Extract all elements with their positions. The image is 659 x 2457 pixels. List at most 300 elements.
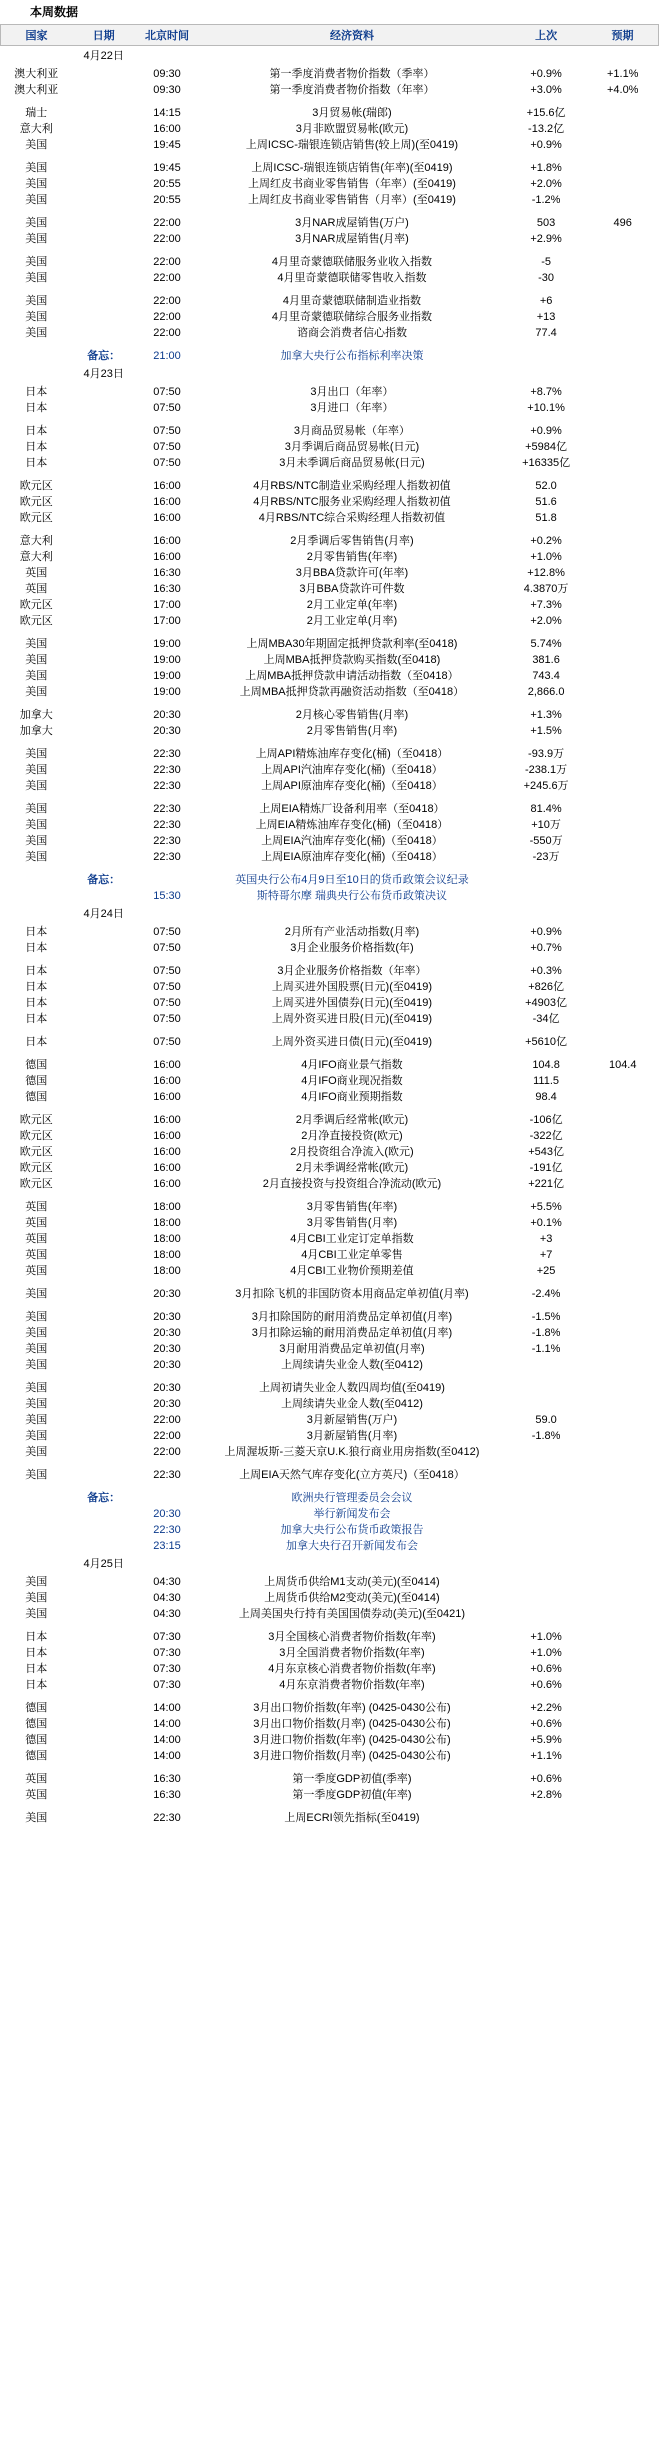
table-row — [1, 963, 659, 979]
cell-date — [72, 1590, 135, 1606]
cell-forecast — [587, 1325, 659, 1341]
cell-forecast — [587, 979, 659, 995]
cell-forecast — [587, 309, 659, 325]
cell-forecast — [587, 1112, 659, 1128]
cell-beijing-time: 18:00 — [153, 1201, 181, 1213]
cell-country: 美国 — [25, 835, 48, 847]
cell-event: 3月全国消费者物价指数(年率) — [279, 1647, 425, 1659]
cell-country: 美国 — [25, 295, 48, 307]
table-row — [1, 137, 659, 153]
cell-date — [72, 1176, 135, 1192]
spacer-cell — [1, 700, 659, 707]
cell-country: 日本 — [25, 1647, 48, 1659]
cell-previous: 98.4 — [535, 1091, 557, 1103]
cell-forecast — [587, 231, 659, 247]
cell-country: 英国 — [25, 1233, 48, 1245]
cell-beijing-time: 22:30 — [153, 819, 181, 831]
table-row — [1, 979, 659, 995]
cell-date — [72, 1606, 135, 1622]
row-spacer — [1, 700, 659, 707]
cell-country: 日本 — [25, 926, 48, 938]
note-text[interactable]: 欧洲央行管理委员会会议 — [291, 1492, 413, 1504]
cell-event: 3月出口（年率） — [310, 386, 394, 398]
note-prev — [505, 872, 587, 888]
table-row — [1, 995, 659, 1011]
date-row-pad — [1, 46, 73, 67]
cell-event: 3月零售销售(年率) — [306, 1201, 398, 1213]
cell-event: 3月企业服务价格指数（年率） — [277, 965, 427, 977]
cell-date — [72, 963, 135, 979]
cell-previous: +2.9% — [530, 233, 562, 245]
date-separator-row — [1, 46, 659, 67]
cell-beijing-time: 18:00 — [153, 1265, 181, 1277]
cell-forecast — [587, 762, 659, 778]
cell-event: 上周渥坂斯-三菱天京U.K.狼行商业用房指数(至0412) — [224, 1446, 480, 1458]
cell-forecast — [587, 160, 659, 176]
spacer-cell — [1, 1373, 659, 1380]
cell-event: 上周美国央行持有美国国债券动(美元)(至0421) — [238, 1608, 466, 1620]
cell-previous: -322亿 — [529, 1130, 563, 1142]
cell-previous — [505, 1357, 587, 1373]
cell-beijing-time: 22:30 — [153, 803, 181, 815]
table-row — [1, 82, 659, 98]
date-row-rest — [135, 904, 658, 924]
row-spacer — [1, 1460, 659, 1467]
cell-country: 美国 — [25, 233, 48, 245]
table-row — [1, 801, 659, 817]
cell-event: 4月RBS/NTC综合采购经理人指数初值 — [258, 512, 446, 524]
cell-event: 4月RBS/NTC服务业采购经理人指数初值 — [253, 496, 451, 508]
cell-date — [72, 309, 135, 325]
spacer-cell — [1, 341, 659, 348]
cell-event: 2月投资组合净流入(欧元) — [290, 1146, 414, 1158]
cell-previous: -550万 — [529, 835, 563, 847]
cell-beijing-time: 07:50 — [153, 981, 181, 993]
spacer-cell — [1, 629, 659, 636]
cell-beijing-time: 07:50 — [153, 926, 181, 938]
cell-date — [72, 1128, 135, 1144]
cell-event: 3月非欧盟贸易帐(欧元) — [295, 123, 409, 135]
note-label — [72, 1506, 135, 1522]
cell-country: 日本 — [25, 997, 48, 1009]
cell-country: 日本 — [25, 1631, 48, 1643]
cell-date — [72, 160, 135, 176]
cell-event: 上周红皮书商业零售销售（年率）(至0419) — [248, 178, 456, 190]
cell-country: 美国 — [25, 1812, 48, 1824]
cell-beijing-time: 20:30 — [153, 725, 181, 737]
spacer-cell — [1, 1279, 659, 1286]
table-row — [1, 400, 659, 416]
cell-beijing-time: 16:00 — [153, 1130, 181, 1142]
cell-country: 美国 — [25, 1430, 48, 1442]
date-separator-row — [1, 1554, 659, 1574]
cell-forecast — [587, 723, 659, 739]
cell-date — [72, 82, 135, 98]
cell-beijing-time: 07:30 — [153, 1647, 181, 1659]
table-row — [1, 581, 659, 597]
cell-country: 日本 — [25, 457, 48, 469]
table-row — [1, 565, 659, 581]
cell-beijing-time: 16:00 — [153, 535, 181, 547]
cell-forecast: +1.1% — [606, 68, 639, 80]
cell-forecast — [587, 1444, 659, 1460]
table-row — [1, 762, 659, 778]
cell-event: 4月CBI工业物价预期差值 — [290, 1265, 414, 1277]
cell-event: 上周续请失业金人数(至0412) — [281, 1398, 423, 1410]
cell-beijing-time: 16:00 — [153, 551, 181, 563]
spacer-cell — [1, 416, 659, 423]
note-pad — [1, 1538, 73, 1554]
cell-previous — [505, 1810, 587, 1826]
cell-beijing-time: 17:00 — [153, 615, 181, 627]
cell-country: 德国 — [25, 1702, 48, 1714]
row-spacer — [1, 956, 659, 963]
cell-beijing-time: 07:50 — [153, 425, 181, 437]
row-spacer — [1, 341, 659, 348]
cell-previous: -191亿 — [529, 1162, 563, 1174]
note-text[interactable]: 斯特哥尔摩 瑞典央行公布货币政策决议 — [256, 890, 447, 902]
spacer-cell — [1, 1302, 659, 1309]
cell-forecast — [587, 597, 659, 613]
cell-event: 4月里奇蒙德联储零售收入指数 — [277, 272, 427, 284]
cell-country: 日本 — [25, 386, 48, 398]
cell-previous — [505, 1396, 587, 1412]
cell-previous: +1.0% — [530, 1647, 562, 1659]
cell-country: 美国 — [25, 1576, 48, 1588]
cell-previous: +3.0% — [530, 84, 562, 96]
row-spacer — [1, 865, 659, 872]
cell-country: 美国 — [25, 1608, 48, 1620]
date-separator-row — [1, 364, 659, 384]
cell-beijing-time: 16:00 — [153, 1146, 181, 1158]
table-row — [1, 1716, 659, 1732]
row-spacer — [1, 1027, 659, 1034]
cell-beijing-time: 20:55 — [153, 178, 181, 190]
cell-forecast — [587, 478, 659, 494]
cell-date — [72, 1089, 135, 1105]
note-prev — [505, 348, 587, 364]
cell-event: 第一季度GDP初值(季率) — [292, 1773, 412, 1785]
cell-beijing-time: 22:00 — [153, 295, 181, 307]
cell-forecast — [587, 565, 659, 581]
cell-previous: 4.3870万 — [523, 583, 569, 595]
cell-previous: +25 — [536, 1265, 556, 1277]
cell-beijing-time: 22:30 — [153, 1812, 181, 1824]
cell-date — [72, 707, 135, 723]
row-spacer — [1, 247, 659, 254]
cell-event: 3月扣除运输的耐用消费品定单初值(月率) — [251, 1327, 453, 1339]
cell-event: 2月核心零售销售(月率) — [295, 709, 409, 721]
cell-event: 3月全国核心消费者物价指数(年率) — [268, 1631, 436, 1643]
cell-event: 2月季调后经常帐(欧元) — [295, 1114, 409, 1126]
cell-event: 2月所有产业活动指数(月率) — [284, 926, 420, 938]
cell-previous: +3 — [539, 1233, 553, 1245]
date-label: 4月23日 — [83, 368, 124, 380]
cell-date — [72, 1160, 135, 1176]
note-time — [135, 872, 198, 888]
cell-forecast — [587, 1199, 659, 1215]
cell-beijing-time: 22:00 — [153, 1430, 181, 1442]
cell-event: 3月NAR成屋销售(月率) — [295, 233, 409, 245]
note-label: 备忘： — [87, 1492, 121, 1504]
cell-previous: +0.6% — [530, 1679, 562, 1691]
cell-previous: -5 — [541, 256, 551, 268]
cell-date — [72, 510, 135, 526]
cell-previous: +6 — [539, 295, 553, 307]
row-spacer — [1, 1764, 659, 1771]
cell-event: 上周货币供给M2变动(美元)(至0414) — [264, 1592, 440, 1604]
cell-forecast — [587, 1606, 659, 1622]
cell-country: 日本 — [25, 965, 48, 977]
cell-beijing-time: 20:30 — [153, 1359, 181, 1371]
cell-previous: +0.6% — [530, 1773, 562, 1785]
note-text[interactable]: 英国央行公布4月9日至10日的货币政策会议纪录 — [235, 874, 469, 886]
cell-forecast — [587, 455, 659, 471]
row-spacer — [1, 1693, 659, 1700]
cell-forecast — [587, 1716, 659, 1732]
cell-beijing-time: 18:00 — [153, 1217, 181, 1229]
cell-beijing-time: 16:00 — [153, 1075, 181, 1087]
cell-date — [72, 400, 135, 416]
cell-forecast — [587, 1128, 659, 1144]
cell-event: 3月BBA贷款许可件数 — [299, 583, 405, 595]
cell-country: 日本 — [25, 1036, 48, 1048]
cell-forecast — [587, 1629, 659, 1645]
cell-country: 德国 — [25, 1059, 48, 1071]
spacer-cell — [1, 1050, 659, 1057]
note-pad — [1, 1490, 73, 1506]
cell-previous: +7.3% — [530, 599, 562, 611]
cell-event: 4月里奇蒙德联储综合服务业指数 — [271, 311, 433, 323]
cell-previous: -1.5% — [531, 1311, 561, 1323]
note-row — [1, 888, 659, 904]
spacer-cell — [1, 247, 659, 254]
cell-forecast — [587, 1574, 659, 1590]
cell-country: 澳大利亚 — [14, 84, 59, 96]
cell-country: 美国 — [25, 1359, 48, 1371]
note-text[interactable]: 加拿大央行召开新闻发布会 — [285, 1540, 418, 1552]
table-row — [1, 924, 659, 940]
cell-forecast: +4.0% — [606, 84, 639, 96]
cell-previous: 51.6 — [535, 496, 557, 508]
cell-forecast — [587, 1771, 659, 1787]
cell-previous: 743.4 — [532, 670, 560, 682]
cell-forecast — [587, 636, 659, 652]
cell-date — [72, 137, 135, 153]
cell-forecast — [587, 1176, 659, 1192]
table-row — [1, 940, 659, 956]
table-row — [1, 723, 659, 739]
cell-forecast — [587, 817, 659, 833]
cell-country: 美国 — [25, 1288, 48, 1300]
date-label: 4月25日 — [83, 1558, 124, 1570]
cell-country: 意大利 — [19, 551, 53, 563]
cell-country: 美国 — [25, 194, 48, 206]
cell-forecast — [587, 1428, 659, 1444]
column-header-country: 国家 — [1, 25, 73, 46]
cell-date — [72, 215, 135, 231]
cell-event: 第一季度GDP初值(年率) — [292, 1789, 412, 1801]
cell-event: 3月BBA贷款许可(年率) — [295, 567, 409, 579]
table-row — [1, 1215, 659, 1231]
table-row — [1, 1128, 659, 1144]
cell-forecast — [587, 778, 659, 794]
cell-event: 4月里奇蒙德联储制造业指数 — [282, 295, 422, 307]
cell-beijing-time: 20:30 — [153, 1398, 181, 1410]
note-pad — [1, 348, 73, 364]
table-row — [1, 549, 659, 565]
cell-forecast — [587, 746, 659, 762]
cell-date — [72, 1286, 135, 1302]
table-row — [1, 533, 659, 549]
note-time: 20:30 — [153, 1508, 181, 1520]
table-row — [1, 1787, 659, 1803]
cell-date — [72, 995, 135, 1011]
cell-beijing-time: 22:00 — [153, 1446, 181, 1458]
cell-forecast — [587, 549, 659, 565]
note-text[interactable]: 加拿大央行公布货币政策报告 — [280, 1524, 424, 1536]
spacer-cell — [1, 1483, 659, 1490]
cell-date — [72, 1467, 135, 1483]
cell-event: 3月新屋销售(万户) — [306, 1414, 398, 1426]
cell-beijing-time: 16:00 — [153, 1091, 181, 1103]
column-header-date: 日期 — [72, 25, 135, 46]
cell-country: 欧元区 — [19, 615, 53, 627]
cell-event: 4月CBI工业定单零售 — [301, 1249, 403, 1261]
note-row — [1, 1538, 659, 1554]
table-row — [1, 121, 659, 137]
cell-event: 3月出口物价指数(月率) (0425-0430公布) — [253, 1718, 451, 1730]
cell-forecast — [587, 533, 659, 549]
cell-date — [72, 455, 135, 471]
cell-beijing-time: 16:30 — [153, 583, 181, 595]
note-row — [1, 1522, 659, 1538]
note-label — [72, 1538, 135, 1554]
cell-beijing-time: 16:00 — [153, 1059, 181, 1071]
cell-country: 美国 — [25, 139, 48, 151]
cell-country: 美国 — [25, 780, 48, 792]
cell-forecast — [587, 1034, 659, 1050]
cell-previous: +0.9% — [530, 425, 562, 437]
row-spacer — [1, 526, 659, 533]
note-text[interactable]: 加拿大央行公布指标利率决策 — [280, 350, 424, 362]
cell-beijing-time: 16:30 — [153, 1789, 181, 1801]
cell-event: 3月耐用消费品定单初值(月率) — [279, 1343, 425, 1355]
cell-date — [72, 1574, 135, 1590]
cell-country: 美国 — [25, 272, 48, 284]
cell-forecast — [587, 1073, 659, 1089]
cell-event: 2月净直接投资(欧元) — [301, 1130, 403, 1142]
cell-previous: -106亿 — [529, 1114, 563, 1126]
cell-country: 瑞士 — [25, 107, 48, 119]
cell-forecast — [587, 1263, 659, 1279]
note-time: 21:00 — [153, 350, 181, 362]
cell-country: 美国 — [25, 686, 48, 698]
cell-forecast — [587, 192, 659, 208]
cell-beijing-time: 22:30 — [153, 764, 181, 776]
cell-forecast — [587, 1810, 659, 1826]
cell-previous: +10万 — [531, 819, 561, 831]
date-row-rest — [135, 46, 658, 67]
date-row-rest — [135, 1554, 658, 1574]
cell-country: 美国 — [25, 654, 48, 666]
cell-forecast — [587, 1732, 659, 1748]
cell-date — [72, 778, 135, 794]
cell-forecast — [587, 668, 659, 684]
cell-forecast — [587, 1231, 659, 1247]
table-row — [1, 1771, 659, 1787]
cell-previous: -30 — [538, 272, 555, 284]
cell-previous — [505, 1444, 587, 1460]
table-row — [1, 455, 659, 471]
note-text[interactable]: 举行新闻发布会 — [313, 1508, 391, 1520]
table-row — [1, 1467, 659, 1483]
cell-country: 日本 — [25, 942, 48, 954]
table-row — [1, 215, 659, 231]
date-label: 4月22日 — [83, 50, 124, 62]
spacer-cell — [1, 1027, 659, 1034]
cell-event: 4月IFO商业现况指数 — [301, 1075, 403, 1087]
cell-country: 英国 — [25, 1265, 48, 1277]
note-label: 备忘： — [87, 350, 121, 362]
cell-forecast — [587, 1286, 659, 1302]
note-pad — [1, 1506, 73, 1522]
cell-beijing-time: 22:00 — [153, 217, 181, 229]
cell-previous: +8.7% — [530, 386, 562, 398]
cell-date — [72, 817, 135, 833]
cell-date — [72, 533, 135, 549]
cell-date — [72, 1112, 135, 1128]
cell-previous: +4903亿 — [525, 997, 568, 1009]
table-row — [1, 66, 659, 82]
cell-previous: +2.0% — [530, 615, 562, 627]
table-row — [1, 746, 659, 762]
cell-date — [72, 924, 135, 940]
spacer-cell — [1, 526, 659, 533]
row-spacer — [1, 1105, 659, 1112]
cell-beijing-time: 07:50 — [153, 1036, 181, 1048]
cell-beijing-time: 20:55 — [153, 194, 181, 206]
cell-event: 4月CBI工业定订定单指数 — [290, 1233, 414, 1245]
cell-event: 上周外资买进日股(日元)(至0419) — [271, 1013, 433, 1025]
cell-country: 欧元区 — [19, 496, 53, 508]
cell-date — [72, 597, 135, 613]
cell-country: 欧元区 — [19, 1114, 53, 1126]
spacer-cell — [1, 286, 659, 293]
cell-forecast — [587, 940, 659, 956]
cell-forecast — [587, 1661, 659, 1677]
cell-event: 上周外资买进日债(日元)(至0419) — [271, 1036, 433, 1048]
table-row — [1, 1073, 659, 1089]
cell-date — [72, 723, 135, 739]
cell-forecast — [587, 105, 659, 121]
table-row — [1, 478, 659, 494]
row-spacer — [1, 1192, 659, 1199]
cell-forecast — [587, 1700, 659, 1716]
cell-previous: +2.8% — [530, 1789, 562, 1801]
cell-event: 上周API精炼油库存变化(桶)（至0418） — [255, 748, 449, 760]
cell-beijing-time: 16:00 — [153, 1114, 181, 1126]
table-row — [1, 494, 659, 510]
cell-beijing-time: 19:00 — [153, 638, 181, 650]
spacer-cell — [1, 153, 659, 160]
table-header-row — [1, 25, 659, 46]
table-row — [1, 1732, 659, 1748]
cell-country: 加拿大 — [19, 709, 53, 721]
cell-beijing-time: 14:15 — [153, 107, 181, 119]
cell-previous: +5.9% — [530, 1734, 562, 1746]
cell-forecast: 496 — [613, 217, 632, 229]
